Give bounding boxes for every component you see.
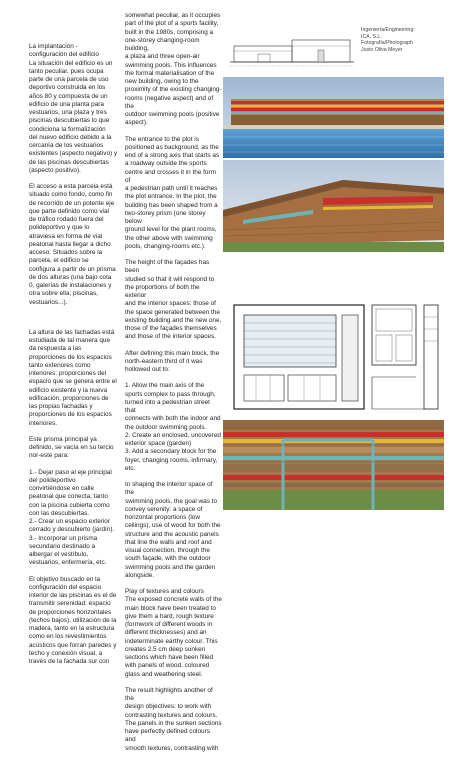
credit-engineering-label: Ingeniería/Engineering: — [361, 27, 415, 33]
spanish-paragraph-3: La altura de las fachadas está estudiada de tal manera que da respuesta a las proporciones de los espacios tanto exteriores como interiores: proporciones del espacio que se genera entre el edificio existente y la nueva edificación, proporciones de las propias fachadas y proporciones de los espacios interiores. — [29, 328, 117, 427]
credit-photo-label: Fotografía/Photograph — [361, 40, 413, 47]
photo-credits — [361, 27, 461, 53]
english-paragraph-7: Play of textures and colours The exposed concrete walls of the main block have been treated to give them a hard, rough texture (formwork of different woods in different thicknesses) and an indeterminate earthy colour. This creates 2.5 cm deep sunken sections which have been filled with panels of wood, coloured glass and weathering steel. — [125, 588, 222, 678]
spanish-paragraph-2: El acceso a esta parcela está situado como fondo, como fin de recorrido de un potente eje que parte definido como vial de tráfico rodado fuera del polideportivo y que lo atraviesa en forma de vial peatonal hasta llegar a dicho acceso. Situados sobre la parcela, el edificio se configura a partir de un prisma de dos alturas (una bajo cota 0, galerías de instalaciones y otra sobre ella; piscinas, vestuarios...). — [29, 183, 116, 306]
credit-engineering-name: ICA, S.L. — [361, 33, 382, 40]
facade-photo — [223, 160, 444, 252]
english-paragraph-4: After defining this main block, the north-eastern third of it was hollowed out to: — [125, 349, 220, 373]
spanish-paragraph-1: La implantación - configuración del edificio La situación del edificio es un tanto peculiar, pues ocupa parte de una parcela de uso deportivo construida en los años 80 y compuesta de un edificio de una planta para vestuarios, una plaza y tres piscinas descubiertas lo que condiciona la formalización del nuevo edificio debido a la cercanía de los vestuarios existentes (aspecto negativo) y de las piscinas descubiertas (aspecto positivo). — [29, 43, 118, 174]
english-text-column — [125, 12, 222, 761]
english-paragraph-3: The height of the façades has been studied so that it will respond to the proportions of both the exterior and the interior spaces: those of the space generated between the existing building and the new one, those of the façades themselves and those of the interior spaces. — [125, 259, 222, 341]
pool-photo — [223, 77, 444, 158]
credit-photo-name: Justo Oliva Meyer — [361, 46, 403, 53]
texture-photo — [223, 420, 444, 510]
english-paragraph-6: In shaping the interior space of the swimming pools, the goal was to convey serenity: a space of horizontal proportions (low ceilings), use of wood for both the structure and the acoustic panels that line the walls and roof and visual connection, through the south façade, with the outdoor swimming pools and the garden alongside. — [125, 481, 221, 579]
english-paragraph-2: The entrance to the plot is positioned as background, as the end of a strong axis that starts as a roadway outside the sports centre and crosses it in the form of a pedestrian path until it reaches the plot entrance. In the plot, the building has been shaped from a two-storey prism (one storey below ground level for the plant rooms, the other above with swimming pools, changing-rooms etc.). — [125, 135, 220, 250]
elevation-drawing — [228, 26, 356, 70]
english-paragraph-8: The result highlights another of the design objectives: to work with contrasting textures and colours. The panels in the sunken sections have perfectly defined colours and smooth textures, contrasting with — [125, 686, 222, 752]
floor-plan — [226, 297, 444, 417]
spanish-paragraph-4: Este prisma principal ya definido, se vacía en su tercio nor-este para: — [29, 435, 114, 460]
english-paragraph-5: 1. Allow the main axis of the sports complex to pass through, turned into a pedestrian street that connects with both the indoor and the outdoor swimming pools. 2. Create an enclosed, uncovered exterior space (garden) 3. Add a secondary block for the foyer, changing rooms, infirmary, etc. — [125, 382, 221, 472]
spanish-text-column — [29, 43, 119, 674]
spanish-paragraph-5: 1.- Dejar paso al eje principal del polideportivo convirtiéndose en calle peatonal que conecta, tanto con la piscina cubierta como con las descubiertas. 2.- Crear un espacio exterior cerrado y descubierto (jardín). 3.- Incorporar un prisma secundario destinado a albergar el vestíbulo, vestuarios, enfermería, etc. — [29, 468, 115, 567]
english-paragraph-1: somewhat peculiar, as it occupies part of the plot of a sports facility, built in the 1980s, comprising a one-storey changing-room building, a plaza and three open-air swimming pools. This influences the formal materialisation of the new building, owing to the proximity of the existing changing- rooms (negative aspect) and of the outdoor swimming pools (positive aspect). — [125, 12, 222, 127]
spanish-paragraph-6: El objetivo buscado en la configuración del espacio interior de las piscinas es el de transmitir serenidad: espacio de proporciones horizontales (techos bajos), utilización de la madera, tanto en la estructura como en los revestimientos acústicos que forran paredes y techo y conexión visual, a través de la fachada sur con — [29, 575, 117, 665]
